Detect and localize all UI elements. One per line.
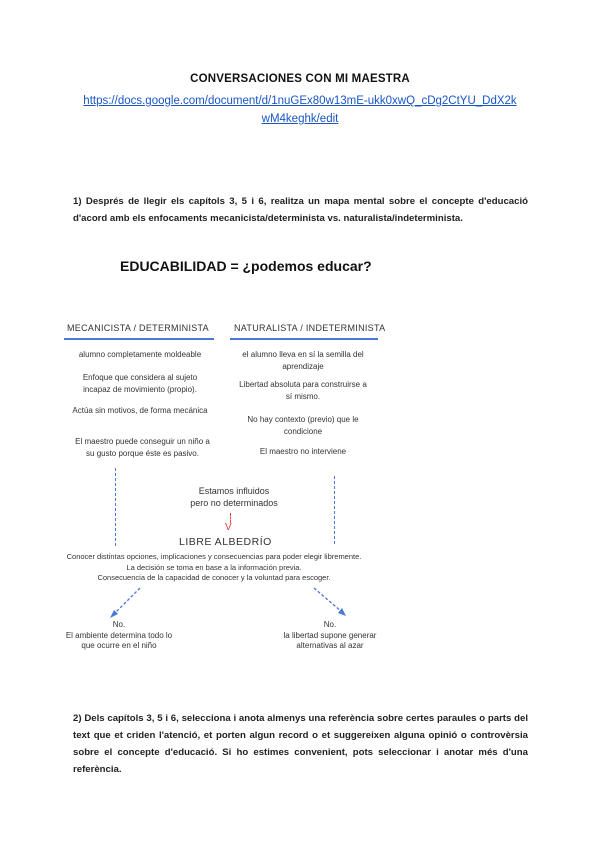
down-arrow-icon: V xyxy=(225,522,232,533)
link-line-2[interactable]: wM4keghk/edit xyxy=(261,113,339,125)
question-2: 2) Dels capítols 3, 5 i 6, selecciona i anota almenys una referència sobre certes paraules o parts del text que et criden l'atenció, et porten algun record o et suggereixen alguna opinió o controvèrsia sobre el concepte d'educació. Si ho estimes convenient, pots seleccionar i anotar més d'una referència. xyxy=(73,713,528,775)
right-item: Libertad absoluta para construirse a sí mismo. xyxy=(239,380,367,401)
question-1: 1) Després de llegir els capítols 3, 5 i 6, realitza un mapa mental sobre el concepte d'educació d'acord amb els enfocaments mecanicista/determinista vs. naturalista/indeterminista. xyxy=(73,196,528,224)
bottom-right-no: No. xyxy=(323,620,337,629)
mind-map-diagram xyxy=(62,318,442,668)
right-column-title: NATURALISTA / INDETERMINISTA xyxy=(234,323,386,333)
left-branch-arrow xyxy=(114,588,140,614)
left-item: El maestro puede conseguir un niño a su gusto porque éste es pasivo. xyxy=(75,437,210,458)
left-item: alumno completamente moldeable xyxy=(78,350,202,359)
diagram-heading: EDUCABILIDAD = ¿podemos educar? xyxy=(120,258,372,274)
middle-line-1: Estamos influidos xyxy=(198,486,270,496)
right-branch-arrow xyxy=(314,588,342,612)
libre-desc-2: La decisión se toma en base a la información previa. xyxy=(126,562,302,572)
left-column-underline xyxy=(64,338,214,340)
document-link[interactable] xyxy=(60,92,540,128)
left-column-title: MECANICISTA / DETERMINISTA xyxy=(67,323,209,333)
libre-albedrio-label: LIBRE ALBEDRÍO xyxy=(179,536,272,548)
middle-text xyxy=(164,485,304,509)
right-item: El maestro no interviene xyxy=(259,447,347,456)
libre-desc-1: Conocer distintas opciones, implicaciones y consecuencias para poder elegir libremente. xyxy=(66,552,362,561)
right-column-underline xyxy=(230,338,378,340)
bottom-right-text: la libertad supone generar alternativas al azar xyxy=(283,630,377,650)
left-dashed-connector xyxy=(115,468,116,546)
bottom-left-branch xyxy=(64,620,174,652)
link-line-1[interactable]: https://docs.google.com/document/d/1nuGEx80w13mE-ukk0xwQ_cDg2CtYU_DdX2k xyxy=(83,95,517,107)
left-item: Actúa sin motivos, de forma mecánica xyxy=(72,406,208,415)
document-title: CONVERSACIONES CON MI MAESTRA xyxy=(190,73,410,85)
bottom-left-no: No. xyxy=(112,620,126,629)
bottom-right-branch xyxy=(270,620,390,652)
libre-desc-3: Consecuencia de la capacidad de conocer y la voluntad para escoger. xyxy=(97,573,331,582)
right-item: No hay contexto (previo) que le condicione xyxy=(247,415,359,436)
right-dashed-connector xyxy=(334,476,335,544)
bottom-left-text: El ambiente determina todo lo que ocurre en el niño xyxy=(65,630,173,650)
libre-description xyxy=(64,552,364,584)
middle-line-2: pero no determinados xyxy=(190,498,278,508)
left-item: Enfoque que considera al sujeto incapaz de movimiento (propio). xyxy=(82,373,198,394)
right-item: el alumno lleva en sí la semilla del aprendizaje xyxy=(242,350,364,371)
